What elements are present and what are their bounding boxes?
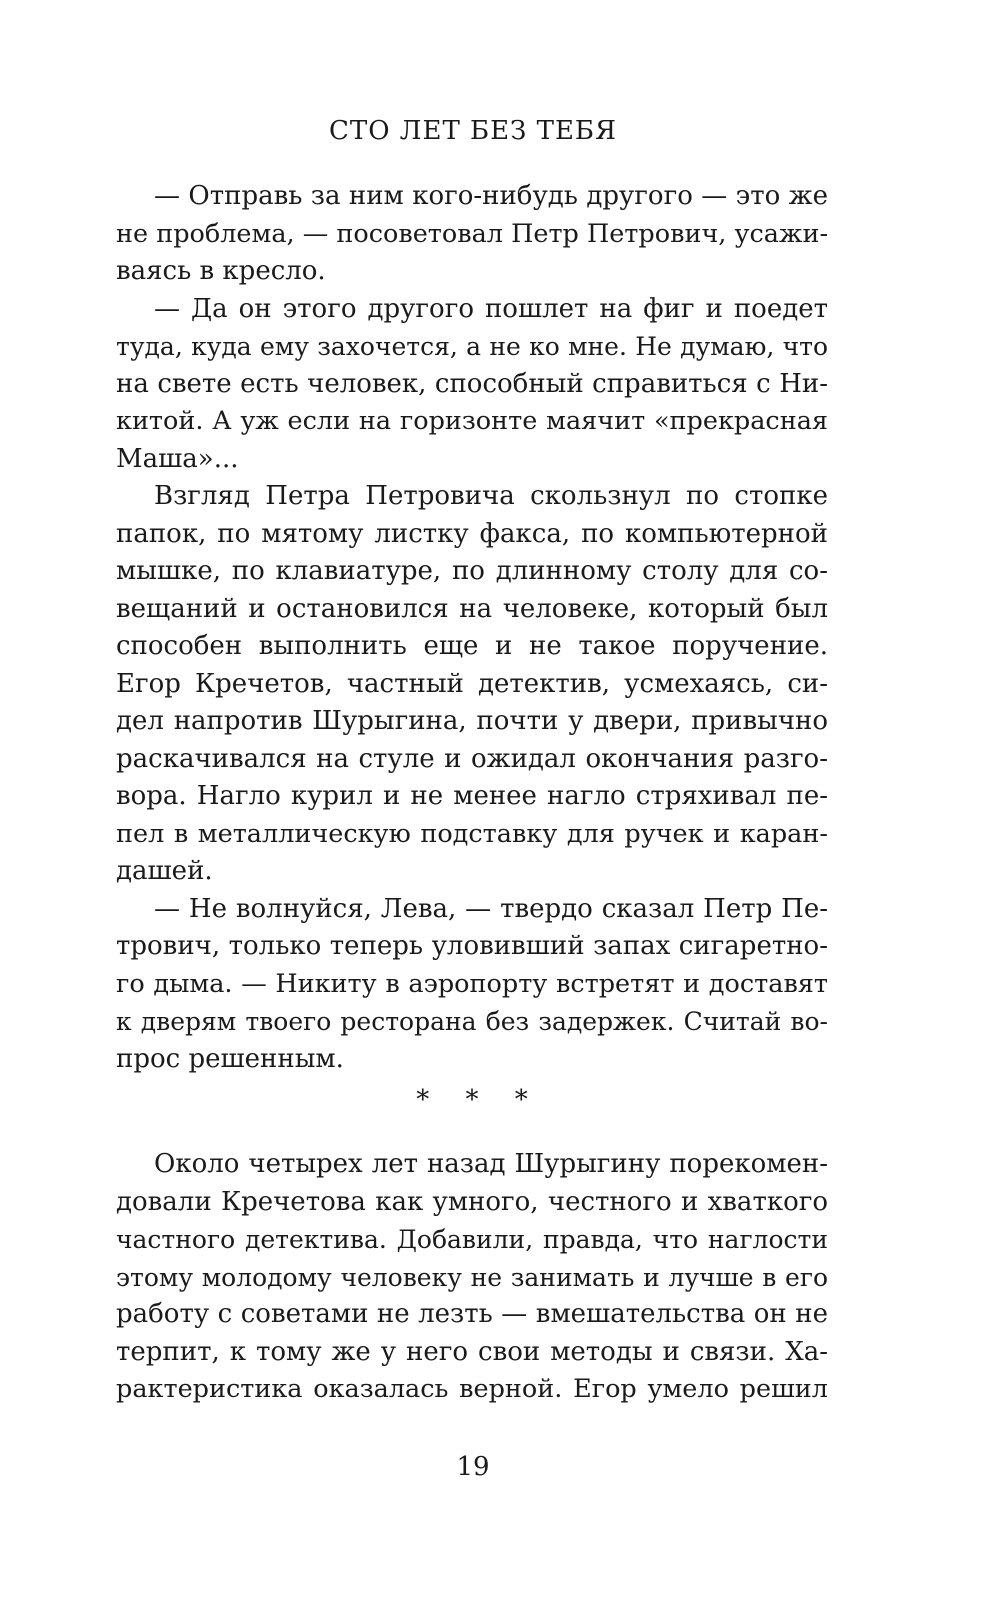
- text-line: раскачивался на стуле и ожидал окончания разго-: [116, 743, 828, 774]
- section-separator: * * *: [416, 1085, 542, 1115]
- text-line: ваясь в кресло.: [116, 256, 326, 286]
- text-line: вора. Нагло курил и не менее нагло стряхивал пе-: [116, 781, 828, 811]
- text-line: Маша»...: [116, 443, 239, 474]
- text-line: дашей.: [116, 856, 213, 886]
- paragraph: [116, 178, 828, 291]
- text-line: терпит, к тому же у него свои методы и связи. Ха-: [116, 1336, 828, 1367]
- text-line: туда, куда ему захочется, а не ко мне. Не думаю, что: [116, 332, 828, 361]
- text-line: способен выполнить еще и не такое поручение.: [116, 631, 828, 661]
- text-line: — Да он этого другого пошлет на фиг и поедет: [154, 293, 828, 324]
- text-line: китой. А уж если на горизонте маячит «прекрасная: [116, 406, 828, 436]
- text-line: вещаний и остановился на человеке, который был: [116, 593, 828, 624]
- paragraph: [116, 891, 828, 1079]
- text-line: к дверям твоего ресторана без задержек. Считай во-: [116, 1007, 828, 1036]
- text-line: мышке, по клавиатуре, по длинному столу для со-: [116, 556, 828, 586]
- text-line: на свете есть человек, способный справиться с Ни-: [116, 368, 828, 399]
- text-line: этому молодому человеку не занимать и лучше в его: [116, 1262, 828, 1292]
- text-line: рактеристика оказалась верной. Егор умело решил: [116, 1374, 828, 1404]
- text-line: работу с советами не лезть — вмешательства он не: [116, 1299, 828, 1329]
- text-line: дел напротив Шурыгина, почти у двери, привычно: [116, 706, 828, 736]
- text-line: частного детектива. Добавили, правда, что наглости: [116, 1225, 828, 1254]
- text-line: Егор Кречетов, частный детектив, усмехаясь, си-: [116, 668, 828, 699]
- text-line: не проблема, — посоветовал Петр Петрович, усажи-: [116, 218, 829, 249]
- text-line: трович, только теперь уловивший запах сигаретно-: [116, 931, 828, 961]
- text-line: папок, по мятому листку факса, по компьютерной: [116, 518, 828, 549]
- text-line: пел в металлическую подставку для ручек и каран-: [116, 818, 828, 849]
- text-line: — Не волнуйся, Лева, — твердо сказал Петр Пе-: [154, 893, 828, 924]
- paragraph: [116, 1146, 828, 1409]
- text-line: Около четырех лет назад Шурыгину порекомен-: [154, 1149, 828, 1179]
- text-line: Взгляд Петра Петровича скользнул по стопке: [154, 481, 828, 511]
- text-line: — Отправь за ним кого-нибудь другого — это же: [154, 181, 828, 211]
- running-head: СТО ЛЕТ БЕЗ ТЕБЯ: [328, 116, 618, 146]
- text-line: довали Кречетова как умного, честного и хваткого: [116, 1186, 828, 1217]
- text-block: [116, 178, 828, 1409]
- text-line: прос решенным.: [116, 1043, 344, 1074]
- text-line: го дыма. — Никиту в аэропорту встретят и доставят: [116, 968, 828, 999]
- paragraph: [116, 478, 828, 891]
- page-number: 19: [456, 1452, 490, 1482]
- paragraph: [116, 291, 828, 479]
